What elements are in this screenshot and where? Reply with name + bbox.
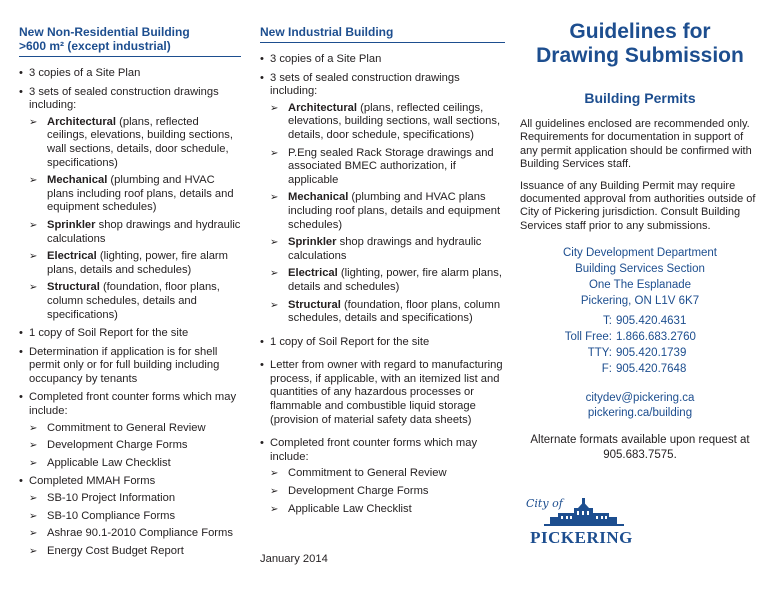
guidelines-paragraph: All guidelines enclosed are recommended only. Requirements for documentation in support of any permit application should be confirmed with Building Services staff. [520,118,752,171]
sub-item-architectural: ➢ Architectural (plans, reflected ceilings, elevations, building sections, wall sections, details, door schedule, specifications) [29,116,241,170]
sub-item: ➢ Development Charge Forms [270,485,505,499]
email-link[interactable]: citydev@pickering.ca [585,392,695,405]
website-link[interactable]: pickering.ca/building [587,407,693,420]
sub-item-mechanical: ➢ Mechanical (plumbing and HVAC plans including roof plans, details and equipment schedules) [270,191,505,232]
sub-item-rack-storage: ➢ P.Eng sealed Rack Storage drawings and associated BMEC authorization, if applicable [270,147,505,188]
list-item: • Determination if application is for shell permit only or for full building including occupancy by tenants [19,346,241,387]
non-residential-title: New Non-Residential Building >600 m² (except industrial) [19,25,241,57]
list-item: • 1 copy of Soil Report for the site [260,336,505,350]
list-item: • 3 copies of a Site Plan [19,67,241,81]
building-permits-heading: Building Permits [584,90,696,106]
alternate-formats-note: Alternate formats available upon request at 905.683.7575. [530,434,750,462]
sub-item: ➢ Applicable Law Checklist [29,457,241,471]
main-title: Guidelines for Drawing Submission [536,20,744,67]
contact-row-fax: F: 905.420.7648 [601,363,687,376]
sub-item: ➢ Commitment to General Review [270,467,505,481]
list-item: • Letter from owner with regard to manufacturing process, if applicable, with an itemized list and quantities of any hazardous processes or flammable and combustible liquid storage (provision of material safety data sheets) [260,359,505,427]
city-of-pickering-logo: City of PICKERING [524,494,639,544]
industrial-column [260,25,505,521]
sub-item-electrical: ➢ Electrical (lighting, power, fire alarm plans, details and schedules) [29,250,241,277]
list-item: • 3 copies of a Site Plan [260,53,505,67]
publication-date: January 2014 [260,553,328,565]
sub-item: ➢ Energy Cost Budget Report [29,545,241,559]
sub-item: ➢ Development Charge Forms [29,439,241,453]
industrial-list [260,53,505,516]
contact-numbers [520,313,760,377]
list-item: • Completed front counter forms which may include: ➢ Commitment to General Review ➢ Development Charge Forms ➢ Applicable Law Checklist [19,391,241,470]
address-block: City Development Department Building Services Section One The Esplanade Pickering, ON L1V 6K7 [562,247,718,308]
sub-item: ➢ Ashrae 90.1-2010 Compliance Forms [29,527,241,541]
list-item: • Completed MMAH Forms ➢ SB-10 Project Information ➢ SB-10 Compliance Forms ➢ Ashrae 90.1-2010 Compliance Forms ➢ Energy Cost Budget Report [19,475,241,558]
sub-item-electrical: ➢ Electrical (lighting, power, fire alarm plans, details and schedules) [270,267,505,294]
cover-column [520,20,760,463]
sub-item: ➢ SB-10 Project Information [29,492,241,506]
sub-item-structural: ➢ Structural (foundation, floor plans, column schedules, details and specifications) [29,281,241,322]
list-item: • 3 sets of sealed construction drawings including: ➢ Architectural (plans, reflected ceilings, elevations, building sections, wall sections, details, door schedule, specifications) ➢ Mechanical (plumbing and HVAC plans including roof plans, details and equipment schedules) ➢ Sprinkler shop drawings and hydraulic calculations ➢ Electrical (lighting, power, fire alarm plans, details and schedules) ➢ Structural (foundation, floor plans, column schedules, details and specifications) [19,86,241,323]
issuance-paragraph: Issuance of any Building Permit may require documented approval from authorities outside of City of Pickering jurisdiction. Consult Building Services staff prior to any submissions. [520,179,756,232]
non-residential-list [19,67,241,558]
sub-item-structural: ➢ Structural (foundation, floor plans, column schedules, details and specifications) [270,299,505,326]
list-item: • 3 sets of sealed construction drawings including: ➢ Architectural (plans, reflected ceilings, elevations, building sections, wall sections, details, door schedule, specifications) ➢ P.Eng sealed Rack Storage drawings and associated BMEC authorization, if applicable ➢ Mechanical (plumbing and HVAC plans including roof plans, details and equipment schedules) ➢ Sprinkler shop drawings and hydraulic calculations ➢ Electrical (lighting, power, fire alarm plans, details and schedules) ➢ Structural (foundation, floor plans, column schedules, details and specifications) [260,72,505,326]
sub-item: ➢ Commitment to General Review [29,422,241,436]
contact-links [520,391,760,421]
sub-item-mechanical: ➢ Mechanical (plumbing and HVAC plans including roof plans, details and equipment schedules) [29,174,241,215]
contact-row-phone: T: 905.420.4631 [603,315,687,328]
sub-item: ➢ SB-10 Compliance Forms [29,510,241,524]
contact-row-toll-free: Toll Free: 1.866.683.2760 [564,331,696,344]
sub-item: ➢ Applicable Law Checklist [270,503,505,517]
sub-item-architectural: ➢ Architectural (plans, reflected ceilings, elevations, building sections, wall sections, details, door schedule, specifications) [270,102,505,143]
contact-row-tty: TTY: 905.420.1739 [587,347,687,360]
list-item: • Completed front counter forms which may include: ➢ Commitment to General Review ➢ Development Charge Forms ➢ Applicable Law Checklist [260,437,505,516]
non-residential-column [19,25,241,563]
industrial-title: New Industrial Building [260,25,505,43]
list-item: • 1 copy of Soil Report for the site [19,327,241,341]
sub-item-sprinkler: ➢ Sprinkler shop drawings and hydraulic calculations [29,219,241,246]
city-hall-icon [524,494,639,530]
sub-item-sprinkler: ➢ Sprinkler shop drawings and hydraulic calculations [270,236,505,263]
